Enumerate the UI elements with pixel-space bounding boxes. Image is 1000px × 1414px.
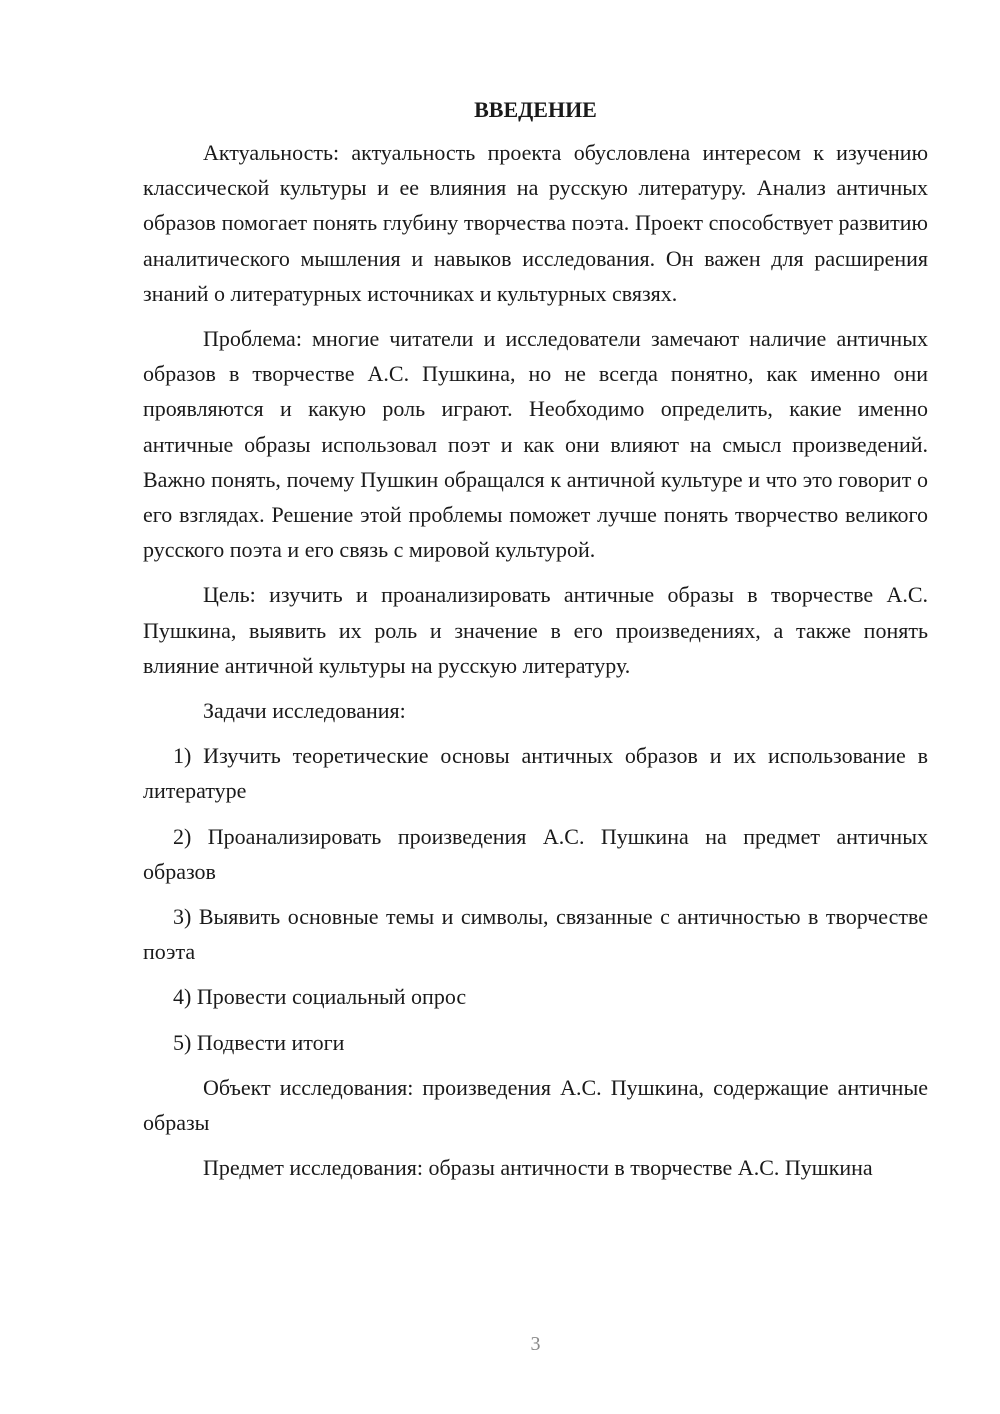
page-title: ВВЕДЕНИЕ xyxy=(474,97,597,122)
object-paragraph: Объект исследования: произведения А.С. Пушкина, содержащие античные образы xyxy=(143,1074,928,1136)
page-number: 3 xyxy=(530,1333,541,1355)
task-item-2: 2) Проанализировать произведения А.С. Пушкина на предмет античных образов xyxy=(143,823,928,884)
tasks-intro: Задачи исследования: xyxy=(203,698,406,724)
task-item-5: 5) Подвести итоги xyxy=(173,1029,345,1055)
document-page xyxy=(143,92,928,1185)
task-item-3: 3) Выявить основные темы и символы, связанные с античностью в творчестве поэта xyxy=(143,904,928,965)
problem-paragraph: Проблема: многие читатели и исследователи замечают наличие античных образов в творчестве А.С. Пушкина, но не всегда понятно, как именно они проявляются и какую роль играют. Необходимо определить, какие именно античные образы использовал поэт и как они влияют на смысл произведений. Важно понять, почему Пушкин обращался к античной культуре и что это говорит о его взглядах. Решение этой проблемы поможет лучше понять творчество великого русского поэта и его связь с мировой культурой. xyxy=(143,326,928,563)
task-item-1: 1) Изучить теоретические основы античных образов и их использование в литературе xyxy=(143,743,928,804)
subject-paragraph: Предмет исследования: образы античности в творчестве А.С. Пушкина xyxy=(203,1155,873,1181)
task-item-4: 4) Провести социальный опрос xyxy=(173,984,467,1010)
relevance-paragraph: Актуальность: актуальность проекта обусловлена интересом к изучению классической культуры и ее влияния на русскую литературу. Анализ античных образов помогает понять глубину творчества поэта. Проект способствует развитию аналитического мышления и навыков исследования. Он важен для расширения знаний о литературных источниках и культурных связях. xyxy=(143,140,928,306)
goal-paragraph: Цель: изучить и проанализировать античные образы в творчестве А.С. Пушкина, выявить их роль и значение в его произведениях, а также понять влияние античной культуры на русскую литературу. xyxy=(143,582,928,678)
